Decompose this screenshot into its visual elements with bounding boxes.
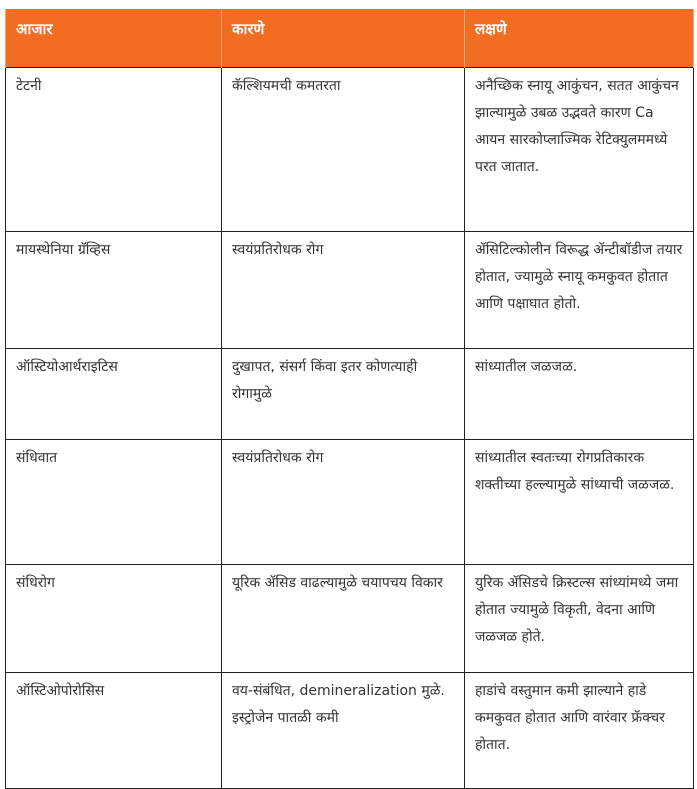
table-body [6, 67, 694, 788]
cause-cell: स्वयंप्रतिरोधक रोग [222, 439, 465, 564]
table-row [6, 564, 694, 672]
disease-table [5, 9, 694, 789]
cause-cell: वय-संबंधित, demineralization मुळे. इस्ट्रोजेन पातळी कमी [222, 672, 465, 788]
cause-cell: दुखापत, संसर्ग किंवा इतर कोणत्याही रोगामुळे [222, 348, 465, 439]
table-row [6, 231, 694, 348]
disease-cell: संधिरोग [6, 564, 222, 672]
header-row [6, 9, 694, 67]
symptom-cell: ॲसिटिल्कोलीन विरूद्ध ॲन्टीबॉडीज तयार होतात, ज्यामुळे स्नायू कमकुवत होतात आणि पक्षाघात होतो. [465, 231, 694, 348]
symptom-cell: अनैच्छिक स्नायू आकुंचन, सतत आकुंचन झाल्यामुळे उबळ उद्भवते कारण Ca आयन सारकोप्लाज्मिक रेटिक्युलममध्ये परत जातात. [465, 67, 694, 231]
disease-cell: ऑस्टिओपोरोसिस [6, 672, 222, 788]
disease-cell: संधिवात [6, 439, 222, 564]
symptom-cell: युरिक ॲसिडचे क्रिस्टल्स सांध्यांमध्ये जमा होतात ज्यामुळे विकृती, वेदना आणि जळजळ होते. [465, 564, 694, 672]
header-symptom: लक्षणे [465, 9, 694, 67]
table-header [6, 9, 694, 67]
symptom-cell: सांध्यातील जळजळ. [465, 348, 694, 439]
table-row [6, 67, 694, 231]
symptom-cell: हाडांचे वस्तुमान कमी झाल्याने हाडे कमकुवत होतात आणि वारंवार फ्रॅक्चर होतात. [465, 672, 694, 788]
disease-cell: ऑस्टियोआर्थराइटिस [6, 348, 222, 439]
table-row [6, 672, 694, 788]
disease-cell: मायस्थेनिया ग्रॅव्हिस [6, 231, 222, 348]
header-disease: आजार [6, 9, 222, 67]
disease-cell: टेटनी [6, 67, 222, 231]
table-row [6, 439, 694, 564]
symptom-cell: सांध्यातील स्वतःच्या रोगप्रतिकारक शक्तीच्या हल्ल्यामुळे सांध्याची जळजळ. [465, 439, 694, 564]
header-cause: कारणे [222, 9, 465, 67]
cause-cell: स्वयंप्रतिरोधक रोग [222, 231, 465, 348]
table-row [6, 348, 694, 439]
cause-cell: यूरिक ॲसिड वाढल्यामुळे चयापचय विकार [222, 564, 465, 672]
cause-cell: कॅल्शियमची कमतरता [222, 67, 465, 231]
